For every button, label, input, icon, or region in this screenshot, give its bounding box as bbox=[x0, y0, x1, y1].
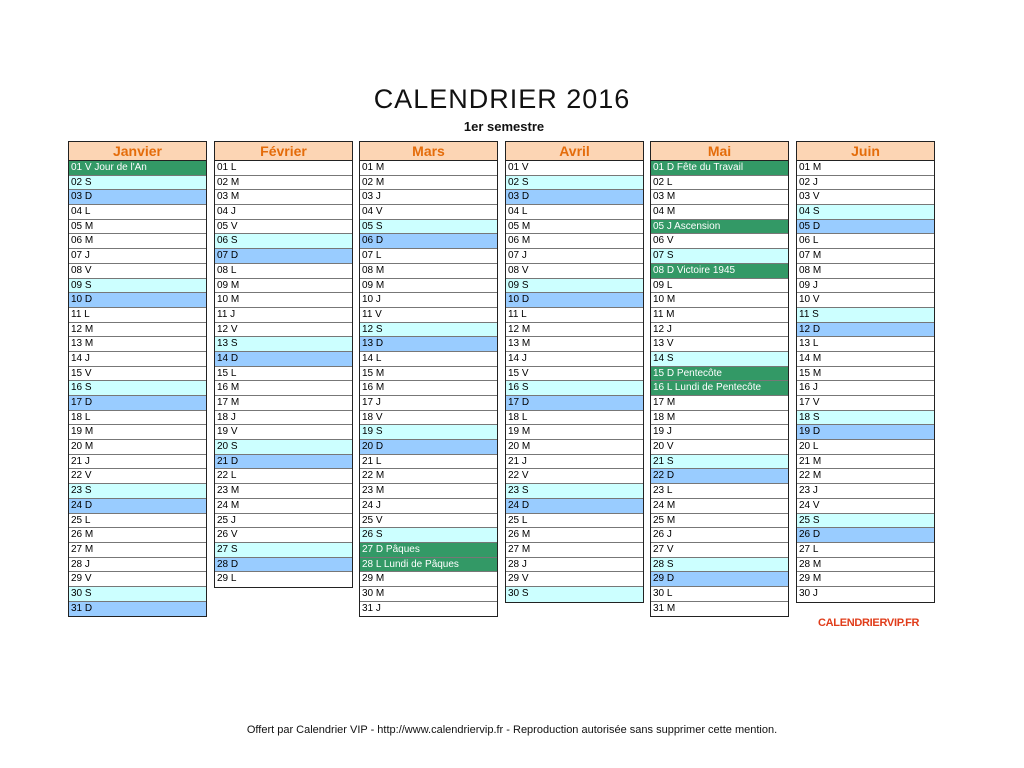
day-row: 22 V bbox=[506, 469, 643, 484]
day-row: 09 S bbox=[506, 279, 643, 294]
day-row: 25 J bbox=[215, 514, 352, 529]
day-row: 21 L bbox=[360, 455, 497, 470]
day-row: 18 J bbox=[215, 411, 352, 426]
day-row: 24 V bbox=[797, 499, 934, 514]
day-row: 24 M bbox=[651, 499, 788, 514]
day-row: 30 L bbox=[651, 587, 788, 602]
day-row: 03 M bbox=[651, 190, 788, 205]
day-row: 04 L bbox=[69, 205, 206, 220]
day-row: 09 S bbox=[69, 279, 206, 294]
day-row: 27 L bbox=[797, 543, 934, 558]
day-row: 26 J bbox=[651, 528, 788, 543]
day-row: 17 M bbox=[215, 396, 352, 411]
day-row: 15 V bbox=[506, 367, 643, 382]
day-row: 16 M bbox=[215, 381, 352, 396]
day-row: 01 M bbox=[797, 161, 934, 176]
day-row: 28 D bbox=[215, 558, 352, 573]
day-row: 30 S bbox=[506, 587, 643, 602]
day-row: 04 V bbox=[360, 205, 497, 220]
day-row: 04 L bbox=[506, 205, 643, 220]
month-6 bbox=[796, 141, 935, 603]
day-row: 09 L bbox=[651, 279, 788, 294]
month-header: Juin bbox=[797, 142, 934, 161]
day-row: 28 M bbox=[797, 558, 934, 573]
day-row: 29 M bbox=[360, 572, 497, 587]
day-row: 05 S bbox=[360, 220, 497, 235]
day-row: 20 D bbox=[360, 440, 497, 455]
day-row: 06 M bbox=[69, 234, 206, 249]
month-header: Février bbox=[215, 142, 352, 161]
day-row: 10 D bbox=[506, 293, 643, 308]
day-row: 17 J bbox=[360, 396, 497, 411]
day-row: 10 J bbox=[360, 293, 497, 308]
day-row: 11 L bbox=[506, 308, 643, 323]
day-row: 02 J bbox=[797, 176, 934, 191]
month-header: Mai bbox=[651, 142, 788, 161]
day-row: 09 J bbox=[797, 279, 934, 294]
day-row: 16 J bbox=[797, 381, 934, 396]
day-row: 13 M bbox=[69, 337, 206, 352]
day-row: 09 M bbox=[215, 279, 352, 294]
day-row: 19 J bbox=[651, 425, 788, 440]
day-row: 23 M bbox=[215, 484, 352, 499]
day-row: 05 M bbox=[69, 220, 206, 235]
footer-note: Offert par Calendrier VIP - http://www.calendriervip.fr - Reproduction autorisée sans supprimer cette mention. bbox=[246, 724, 778, 736]
day-row: 13 D bbox=[360, 337, 497, 352]
day-row: 08 M bbox=[360, 264, 497, 279]
day-row: 25 S bbox=[797, 514, 934, 529]
month-1 bbox=[68, 141, 207, 617]
day-row: 22 M bbox=[360, 469, 497, 484]
day-row: 24 D bbox=[69, 499, 206, 514]
day-row: 20 V bbox=[651, 440, 788, 455]
day-row: 07 M bbox=[797, 249, 934, 264]
day-row: 28 J bbox=[506, 558, 643, 573]
day-row: 26 M bbox=[506, 528, 643, 543]
day-row: 20 S bbox=[215, 440, 352, 455]
day-row: 23 S bbox=[506, 484, 643, 499]
month-5 bbox=[650, 141, 789, 617]
day-row: 03 V bbox=[797, 190, 934, 205]
holiday-day-row: 01 D Fête du Travail bbox=[651, 161, 788, 176]
day-row: 17 M bbox=[651, 396, 788, 411]
day-row: 21 D bbox=[215, 455, 352, 470]
day-row: 13 M bbox=[506, 337, 643, 352]
day-row: 29 V bbox=[506, 572, 643, 587]
day-row: 16 S bbox=[69, 381, 206, 396]
day-row: 13 S bbox=[215, 337, 352, 352]
day-row: 12 M bbox=[506, 323, 643, 338]
day-row: 14 M bbox=[797, 352, 934, 367]
day-row: 12 D bbox=[797, 323, 934, 338]
day-row: 23 M bbox=[360, 484, 497, 499]
day-row: 19 V bbox=[215, 425, 352, 440]
day-row: 11 V bbox=[360, 308, 497, 323]
day-row: 06 L bbox=[797, 234, 934, 249]
day-row: 14 J bbox=[69, 352, 206, 367]
day-row: 26 D bbox=[797, 528, 934, 543]
day-row: 12 M bbox=[69, 323, 206, 338]
day-row: 21 J bbox=[69, 455, 206, 470]
day-row: 04 J bbox=[215, 205, 352, 220]
day-row: 22 D bbox=[651, 469, 788, 484]
page-subtitle: 1er semestre bbox=[463, 119, 545, 134]
day-row: 15 L bbox=[215, 367, 352, 382]
day-row: 12 V bbox=[215, 323, 352, 338]
holiday-day-row: 16 L Lundi de Pentecôte bbox=[651, 381, 788, 396]
day-row: 30 S bbox=[69, 587, 206, 602]
day-row: 13 L bbox=[797, 337, 934, 352]
day-row: 01 V bbox=[506, 161, 643, 176]
day-row: 11 J bbox=[215, 308, 352, 323]
day-row: 01 L bbox=[215, 161, 352, 176]
day-row: 10 V bbox=[797, 293, 934, 308]
day-row: 22 L bbox=[215, 469, 352, 484]
day-row: 03 M bbox=[215, 190, 352, 205]
day-row: 23 S bbox=[69, 484, 206, 499]
day-row: 03 D bbox=[506, 190, 643, 205]
holiday-day-row: 08 D Victoire 1945 bbox=[651, 264, 788, 279]
day-row: 26 V bbox=[215, 528, 352, 543]
day-row: 29 M bbox=[797, 572, 934, 587]
day-row: 17 D bbox=[506, 396, 643, 411]
brand-logo-text: CALENDRIERVIP.FR bbox=[818, 617, 920, 629]
day-row: 16 S bbox=[506, 381, 643, 396]
day-row: 02 S bbox=[506, 176, 643, 191]
holiday-day-row: 28 L Lundi de Pâques bbox=[360, 558, 497, 573]
day-row: 07 D bbox=[215, 249, 352, 264]
day-row: 17 D bbox=[69, 396, 206, 411]
day-row: 23 L bbox=[651, 484, 788, 499]
day-row: 12 S bbox=[360, 323, 497, 338]
day-row: 25 M bbox=[651, 514, 788, 529]
day-row: 25 L bbox=[69, 514, 206, 529]
day-row: 15 M bbox=[797, 367, 934, 382]
day-row: 03 D bbox=[69, 190, 206, 205]
day-row: 27 S bbox=[215, 543, 352, 558]
day-row: 13 V bbox=[651, 337, 788, 352]
day-row: 03 J bbox=[360, 190, 497, 205]
day-row: 06 V bbox=[651, 234, 788, 249]
holiday-day-row: 15 D Pentecôte bbox=[651, 367, 788, 382]
month-header: Mars bbox=[360, 142, 497, 161]
day-row: 26 M bbox=[69, 528, 206, 543]
day-row: 04 S bbox=[797, 205, 934, 220]
day-row: 21 S bbox=[651, 455, 788, 470]
day-row: 30 M bbox=[360, 587, 497, 602]
day-row: 19 M bbox=[506, 425, 643, 440]
day-row: 05 M bbox=[506, 220, 643, 235]
day-row: 22 V bbox=[69, 469, 206, 484]
day-row: 24 J bbox=[360, 499, 497, 514]
day-row: 29 L bbox=[217, 573, 237, 585]
month-4 bbox=[505, 141, 644, 603]
day-row: 06 S bbox=[215, 234, 352, 249]
day-row: 20 L bbox=[797, 440, 934, 455]
months-grid bbox=[0, 141, 1024, 621]
day-row: 19 M bbox=[69, 425, 206, 440]
day-row: 30 J bbox=[799, 587, 818, 599]
day-row: 19 D bbox=[797, 425, 934, 440]
day-row: 10 M bbox=[215, 293, 352, 308]
day-row: 29 V bbox=[69, 572, 206, 587]
day-row: 17 V bbox=[797, 396, 934, 411]
day-row: 14 S bbox=[651, 352, 788, 367]
day-row: 25 L bbox=[506, 514, 643, 529]
day-row: 15 M bbox=[360, 367, 497, 382]
day-row: 28 S bbox=[651, 558, 788, 573]
day-row: 07 J bbox=[69, 249, 206, 264]
day-row: 22 M bbox=[797, 469, 934, 484]
day-row: 11 M bbox=[651, 308, 788, 323]
holiday-day-row: 01 V Jour de l'An bbox=[69, 161, 206, 176]
page-title: CALENDRIER 2016 bbox=[373, 84, 631, 114]
day-row: 15 V bbox=[69, 367, 206, 382]
day-row: 07 S bbox=[651, 249, 788, 264]
day-row: 07 L bbox=[360, 249, 497, 264]
day-row: 11 S bbox=[797, 308, 934, 323]
day-row: 21 M bbox=[797, 455, 934, 470]
day-row: 21 J bbox=[506, 455, 643, 470]
day-row: 14 L bbox=[360, 352, 497, 367]
day-row: 31 D bbox=[69, 602, 206, 617]
day-row: 18 V bbox=[360, 411, 497, 426]
month-header: Avril bbox=[506, 142, 643, 161]
day-row: 12 J bbox=[651, 323, 788, 338]
day-row: 26 S bbox=[360, 528, 497, 543]
day-row: 18 L bbox=[69, 411, 206, 426]
day-row: 14 D bbox=[215, 352, 352, 367]
day-row: 08 V bbox=[506, 264, 643, 279]
day-row: 27 M bbox=[506, 543, 643, 558]
day-row: 27 V bbox=[651, 543, 788, 558]
day-row: 09 M bbox=[360, 279, 497, 294]
day-row: 31 J bbox=[362, 602, 381, 614]
day-row: 24 M bbox=[215, 499, 352, 514]
day-row: 29 D bbox=[651, 572, 788, 587]
day-row: 19 S bbox=[360, 425, 497, 440]
day-row: 06 D bbox=[360, 234, 497, 249]
day-row: 05 V bbox=[215, 220, 352, 235]
day-row: 02 L bbox=[651, 176, 788, 191]
day-row: 25 V bbox=[360, 514, 497, 529]
day-row: 02 M bbox=[215, 176, 352, 191]
day-row: 20 M bbox=[69, 440, 206, 455]
day-row: 05 D bbox=[797, 220, 934, 235]
day-row: 31 M bbox=[653, 602, 676, 614]
day-row: 01 M bbox=[360, 161, 497, 176]
month-header: Janvier bbox=[69, 142, 206, 161]
day-row: 18 L bbox=[506, 411, 643, 426]
holiday-day-row: 27 D Pâques bbox=[360, 543, 497, 558]
day-row: 08 M bbox=[797, 264, 934, 279]
day-row: 08 L bbox=[215, 264, 352, 279]
month-2 bbox=[214, 141, 353, 588]
day-row: 18 S bbox=[797, 411, 934, 426]
day-row: 20 M bbox=[506, 440, 643, 455]
day-row: 02 M bbox=[360, 176, 497, 191]
day-row: 08 V bbox=[69, 264, 206, 279]
day-row: 28 J bbox=[69, 558, 206, 573]
day-row: 02 S bbox=[69, 176, 206, 191]
day-row: 14 J bbox=[506, 352, 643, 367]
day-row: 07 J bbox=[506, 249, 643, 264]
day-row: 06 M bbox=[506, 234, 643, 249]
day-row: 10 M bbox=[651, 293, 788, 308]
day-row: 18 M bbox=[651, 411, 788, 426]
holiday-day-row: 05 J Ascension bbox=[651, 220, 788, 235]
day-row: 27 M bbox=[69, 543, 206, 558]
month-3 bbox=[359, 141, 498, 617]
day-row: 23 J bbox=[797, 484, 934, 499]
day-row: 24 D bbox=[506, 499, 643, 514]
day-row: 11 L bbox=[69, 308, 206, 323]
day-row: 04 M bbox=[651, 205, 788, 220]
day-row: 10 D bbox=[69, 293, 206, 308]
day-row: 16 M bbox=[360, 381, 497, 396]
